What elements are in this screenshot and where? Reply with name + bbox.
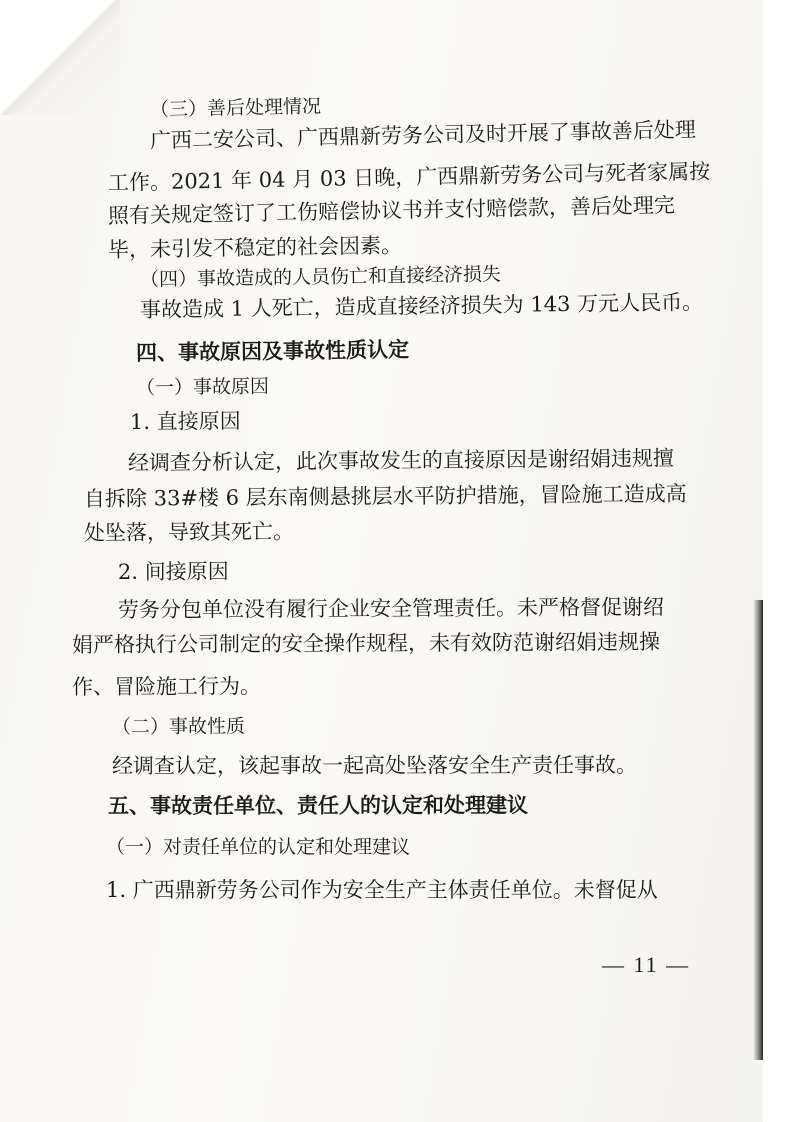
paragraph-line: 处坠落，导致其死亡。: [83, 519, 295, 545]
paragraph-line: 毕，未引发不稳定的社会因素。: [107, 233, 403, 262]
paragraph-line: 经调查分析认定，此次事故发生的直接原因是谢绍娟违规擅: [127, 446, 675, 475]
paragraph-line: 自拆除 33#楼 6 层东南侧悬挑层水平防护措施，冒险施工造成高: [83, 481, 687, 511]
section-heading-1: （一）对责任单位的认定和处理建议: [106, 836, 411, 858]
chapter-heading-5: 五、事故责任单位、责任人的认定和处理建议: [107, 793, 529, 818]
subsection-heading: 1. 直接原因: [129, 409, 241, 434]
chapter-heading-4: 四、事故原因及事故性质认定: [135, 337, 410, 365]
section-heading-2: （二）事故性质: [111, 715, 246, 738]
paragraph-line: 照有关规定签订了工伤赔偿协议书并支付赔偿款，善后处理完: [107, 193, 676, 228]
section-heading-1: （一）事故原因: [135, 375, 270, 399]
paragraph-line: 事故造成 1 人死亡，造成直接经济损失为 143 万元人民币。: [139, 290, 704, 322]
paragraph-line: 劳务分包单位没有履行企业安全管理责任。未严格督促谢绍: [117, 595, 665, 622]
paragraph-line: 广西二安公司、广西鼎新劳务公司及时开展了事故善后处理: [149, 117, 697, 153]
paragraph-line: 娟严格执行公司制定的安全操作规程，未有效防范谢绍娟违规操: [71, 629, 661, 657]
subsection-heading: 2. 间接原因: [117, 559, 229, 584]
page-number: — 11 —: [602, 952, 691, 977]
paragraph-line: 1. 广西鼎新劳务公司作为安全生产主体责任单位。未督促从: [106, 878, 658, 902]
scan-margin: [763, 0, 793, 1122]
paragraph-line: 经调查认定，该起事故一起高处坠落安全生产责任事故。: [111, 753, 638, 778]
paragraph-line: 作、冒险施工行为。: [71, 674, 262, 699]
section-heading-4: （四）事故造成的人员伤亡和直接经济损失: [139, 263, 502, 291]
paragraph-line: 工作。2021 年 04 月 03 日晚，广西鼎新劳务公司与死者家属按: [107, 159, 711, 195]
scan-edge-shadow: [753, 600, 763, 1060]
page-corner-fold: [0, 0, 120, 115]
section-heading-3: （三）善后处理情况: [149, 95, 322, 121]
